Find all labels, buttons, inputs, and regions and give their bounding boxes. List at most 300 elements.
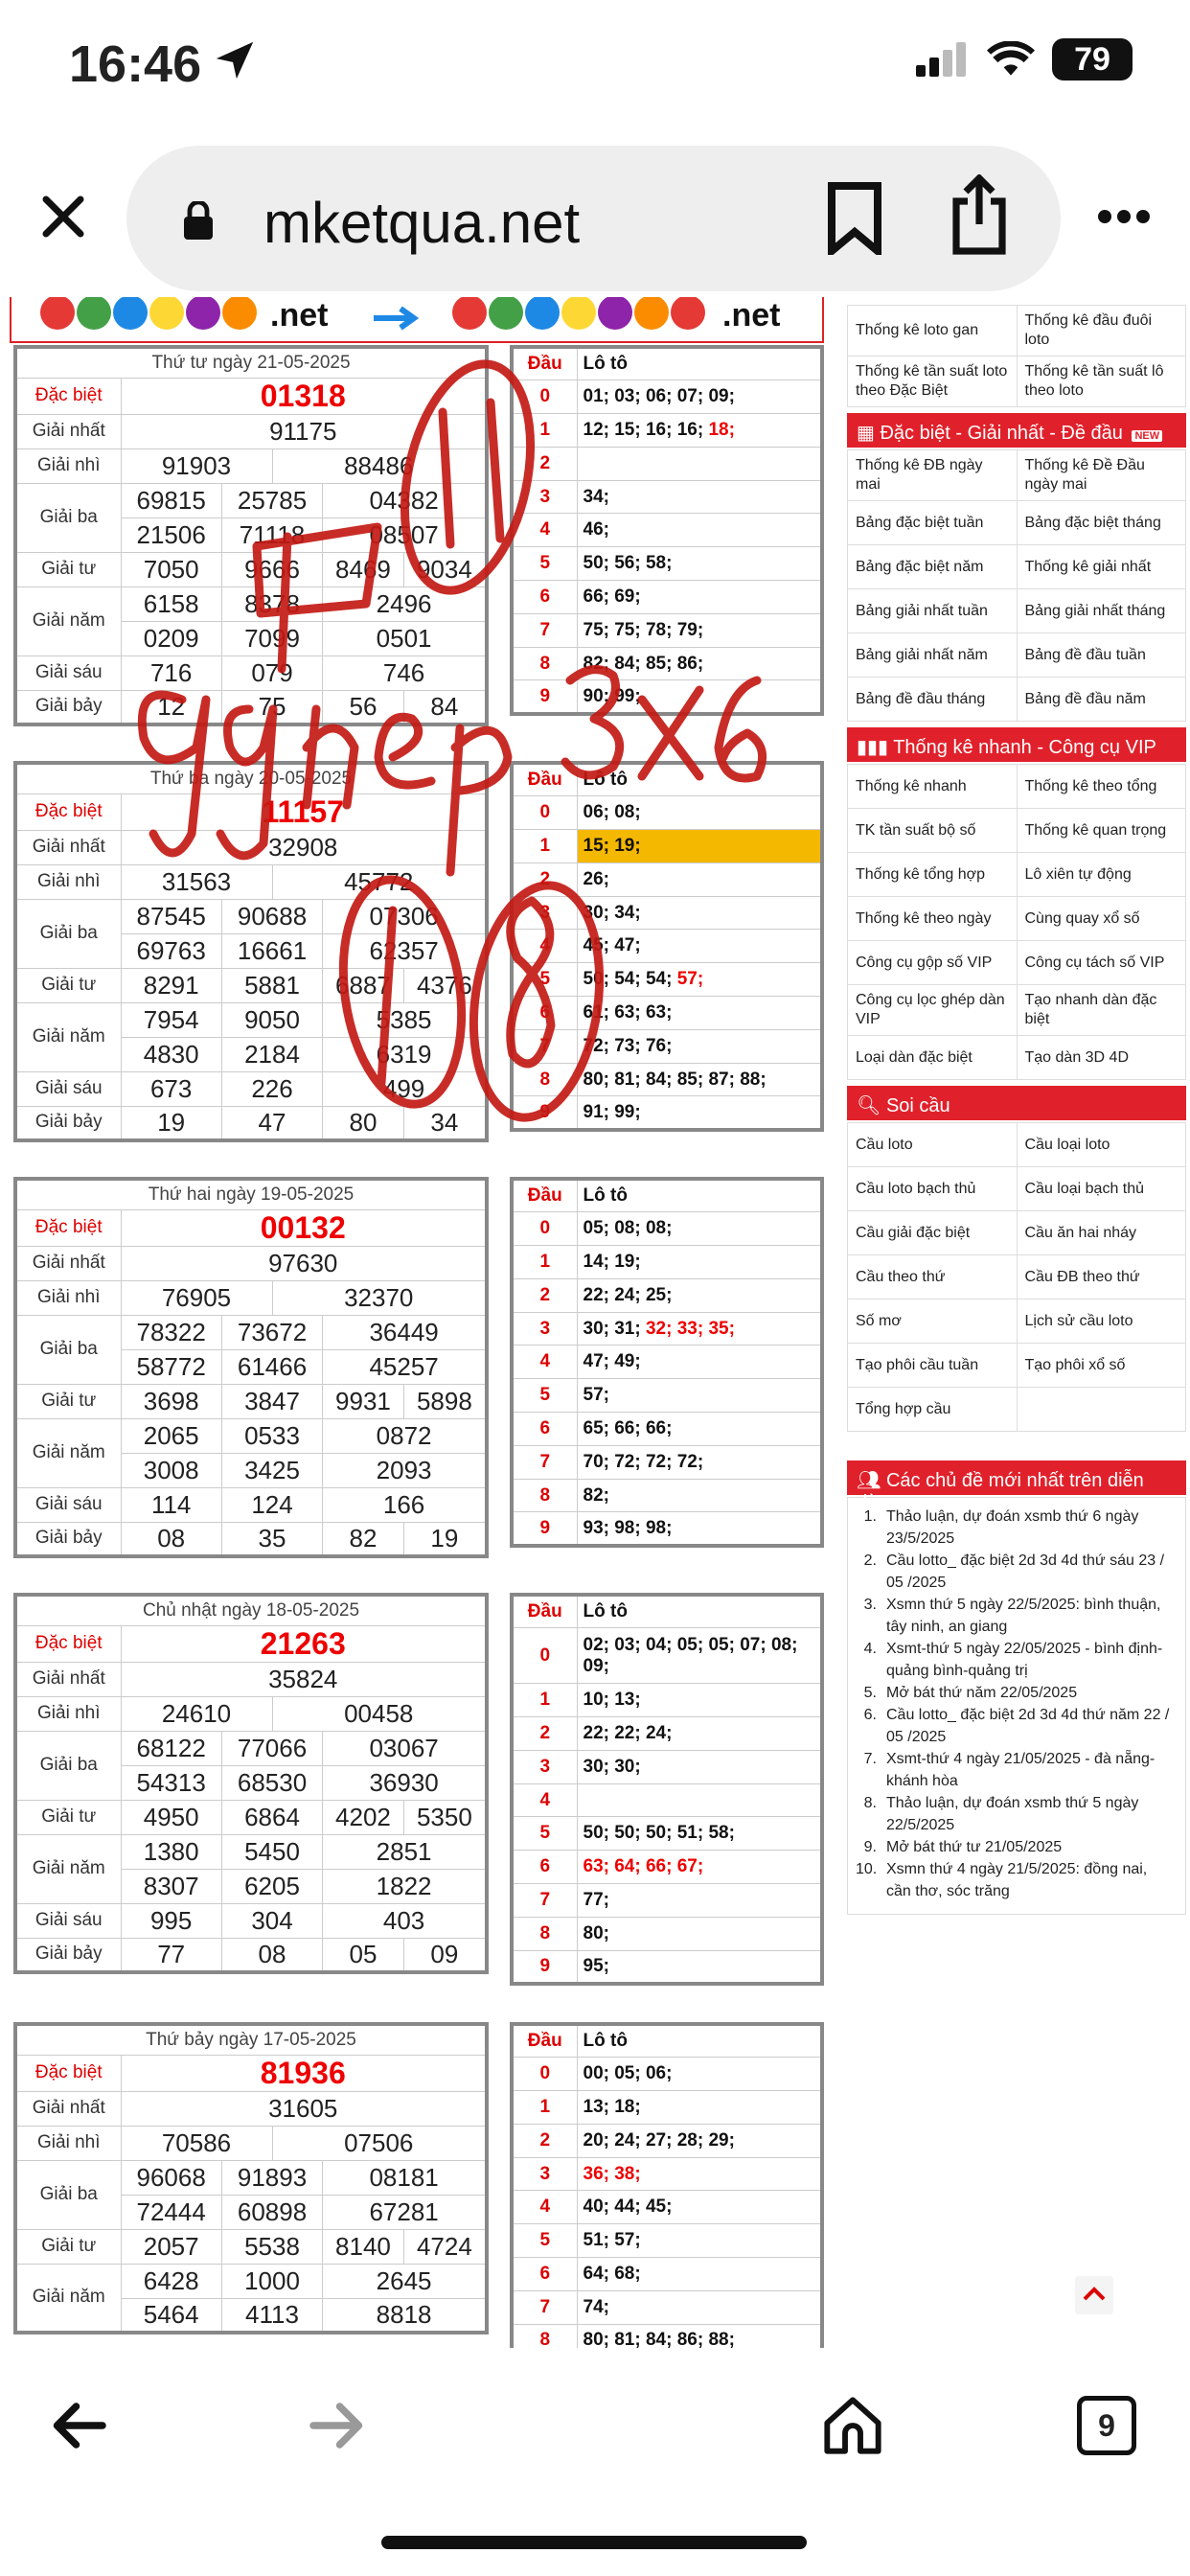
forum-number: 3. xyxy=(863,1597,877,1613)
site-banner[interactable] xyxy=(10,297,824,343)
loto-head-digit: 2 xyxy=(512,1278,577,1312)
loto-head-digit: 8 xyxy=(512,1479,577,1512)
sidebar-link[interactable]: Tổng hợp cầu xyxy=(848,1388,1018,1432)
forum-list xyxy=(847,1497,1186,1915)
sidebar-link[interactable]: Cầu giải đặc biệt xyxy=(848,1211,1018,1255)
forum-item[interactable] xyxy=(856,1704,1176,1748)
second-prize: 76905 xyxy=(121,1280,272,1315)
label-fourth: Giải tư xyxy=(15,2229,121,2264)
status-bar xyxy=(0,0,1190,134)
third-prize: 60898 xyxy=(221,2195,322,2229)
sidebar-link[interactable]: Thống kê Đề Đầu ngày mai xyxy=(1017,450,1186,501)
forum-link[interactable]: Cầu lotto_ đặc biệt 2d 3d 4d thứ sáu 23 / 05 /2025 xyxy=(886,1552,1165,1591)
forum-number: 6. xyxy=(863,1707,877,1723)
loto-head-digit: 2 xyxy=(512,447,577,480)
fifth-prize: 0209 xyxy=(121,621,221,656)
loto-head-digit: 8 xyxy=(512,2324,577,2348)
loto-head-digit: 3 xyxy=(512,2157,577,2191)
fifth-prize: 7099 xyxy=(221,621,322,656)
bookmark-icon[interactable] xyxy=(824,182,885,255)
loto-values xyxy=(577,680,822,714)
loto-head-digit: 5 xyxy=(512,2224,577,2258)
loto-head-digit: 0 xyxy=(512,1212,577,1246)
loto-normal: 75; 75; 78; 79; xyxy=(583,619,704,640)
loto-header-loto: Lô tô xyxy=(577,1179,822,1212)
loto-normal: 13; 18; xyxy=(583,2096,641,2117)
result-table xyxy=(13,1593,489,1974)
loto-values xyxy=(577,2324,822,2348)
sidebar-link[interactable]: Thống kê giải nhất xyxy=(1017,545,1186,589)
loto-header-loto: Lô tô xyxy=(577,1595,822,1628)
third-prize: 08181 xyxy=(323,2160,487,2195)
fifth-prize: 6158 xyxy=(121,586,221,621)
fifth-prize: 2093 xyxy=(323,1453,487,1487)
loto-values xyxy=(577,1445,822,1479)
loto-values xyxy=(577,1884,822,1918)
battery-level: 79 xyxy=(1074,40,1110,78)
fifth-prize: 1822 xyxy=(323,1869,487,1903)
battery-icon xyxy=(1052,38,1133,80)
label-third: Giải ba xyxy=(15,1731,121,1800)
loto-normal: 46; xyxy=(583,519,609,540)
more-icon[interactable] xyxy=(1097,209,1151,224)
loto-head-digit: 6 xyxy=(512,997,577,1030)
forum-link[interactable]: Mở bát thứ năm 22/05/2025 xyxy=(886,1685,1078,1701)
second-prize: 45772 xyxy=(272,864,487,899)
sidebar-link[interactable]: Tạo phôi cầu tuần xyxy=(848,1344,1018,1388)
forum-item[interactable] xyxy=(856,1836,1176,1858)
sidebar-link[interactable]: Thống kê nhanh xyxy=(848,765,1018,809)
result-date: Thứ ba ngày 20-05-2025 xyxy=(15,763,487,794)
sidebar-link[interactable]: Cùng quay xổ số xyxy=(1017,897,1186,941)
sidebar-link[interactable]: Bảng giải nhất năm xyxy=(848,633,1018,678)
loto-values xyxy=(577,1278,822,1312)
loto-head-digit: 6 xyxy=(512,1851,577,1884)
result-date: Thứ bảy ngày 17-05-2025 xyxy=(15,2024,487,2055)
loto-head-digit: 1 xyxy=(512,2091,577,2125)
loto-normal: 50; 50; 50; 51; 58; xyxy=(583,1823,735,1844)
sidebar-link[interactable]: Thống kê đầu đuôi loto xyxy=(1017,306,1186,356)
first-prize: 31605 xyxy=(121,2091,487,2126)
second-prize: 91903 xyxy=(121,448,272,483)
scroll-top-button[interactable] xyxy=(1075,2276,1113,2314)
label-second: Giải nhì xyxy=(15,1696,121,1731)
sidebar-link[interactable]: Thống kê tần suất lô theo loto xyxy=(1017,356,1186,407)
sidebar-link[interactable]: Thống kê theo tổng xyxy=(1017,765,1186,809)
forum-item[interactable] xyxy=(856,1682,1176,1704)
result-table xyxy=(13,1177,489,1558)
sidebar-link[interactable]: Cầu loto bạch thủ xyxy=(848,1167,1018,1211)
forum-item[interactable] xyxy=(856,1858,1176,1902)
fourth-prize: 7050 xyxy=(121,552,221,586)
fourth-prize: 9666 xyxy=(221,552,322,586)
loto-values xyxy=(577,963,822,997)
fourth-prize: 4950 xyxy=(121,1800,221,1834)
location-arrow-icon xyxy=(213,38,257,82)
loto-values xyxy=(577,1684,822,1717)
label-fourth: Giải tư xyxy=(15,968,121,1002)
third-prize: 67281 xyxy=(323,2195,487,2229)
home-indicator xyxy=(381,2536,807,2549)
loto-head-digit: 7 xyxy=(512,1884,577,1918)
third-prize: 72444 xyxy=(121,2195,221,2229)
sidebar-link[interactable]: Bảng đề đầu năm xyxy=(1017,678,1186,722)
forum-link[interactable]: Thảo luận, dự đoán xsmb thứ 5 ngày 22/5/2025 xyxy=(886,1795,1139,1833)
seventh-prize: 77 xyxy=(121,1938,221,1972)
section-title: Các chủ đề mới nhất trên diễn đàn xyxy=(857,1470,1144,1513)
section-title: Đặc biệt - Giải nhất - Đề đầu xyxy=(880,423,1123,444)
loto-normal: 47; 49; xyxy=(583,1351,641,1372)
sixth-prize: 124 xyxy=(221,1487,322,1522)
second-prize: 07506 xyxy=(272,2126,487,2160)
sidebar-soicau-table xyxy=(847,1122,1186,1432)
label-fourth: Giải tư xyxy=(15,552,121,586)
loto-normal: 90; 99; xyxy=(583,685,641,706)
seventh-prize: 05 xyxy=(323,1938,404,1972)
loto-header-dau: Đầu xyxy=(512,763,577,796)
fifth-prize: 3425 xyxy=(221,1453,322,1487)
sidebar-link[interactable]: Bảng đặc biệt năm xyxy=(848,545,1018,589)
web-content xyxy=(0,297,1190,2348)
loto-values xyxy=(577,1063,822,1096)
forward-icon[interactable] xyxy=(309,2402,366,2450)
loto-normal: 30; 30; xyxy=(583,1756,641,1777)
fifth-prize: 1380 xyxy=(121,1834,221,1869)
third-prize: 16661 xyxy=(221,933,322,968)
loto-values xyxy=(577,547,822,581)
loto-values xyxy=(577,2290,822,2324)
label-seventh: Giải bảy xyxy=(15,1938,121,1972)
section-header-special xyxy=(847,413,1186,448)
fourth-prize: 5538 xyxy=(221,2229,322,2264)
loto-normal: 65; 66; 66; xyxy=(583,1417,673,1438)
forum-number: 4. xyxy=(863,1641,877,1657)
sidebar-link[interactable]: Thống kê tổng hợp xyxy=(848,853,1018,897)
loto-highlight: 18; xyxy=(708,419,735,440)
loto-head-digit: 8 xyxy=(512,647,577,680)
close-icon[interactable] xyxy=(40,194,86,240)
loto-header-dau: Đầu xyxy=(512,1179,577,1212)
sixth-prize: 114 xyxy=(121,1487,221,1522)
section-header-forum xyxy=(847,1460,1186,1513)
sixth-prize: 166 xyxy=(323,1487,487,1522)
loto-normal: 20; 24; 27; 28; 29; xyxy=(583,2129,735,2150)
loto-values xyxy=(577,830,822,863)
forum-link[interactable]: Xsmt-thứ 5 ngày 22/05/2025 - bình định-quảng bình-quảng trị xyxy=(886,1641,1163,1679)
seventh-prize: 84 xyxy=(403,690,487,724)
fifth-prize: 6205 xyxy=(221,1869,322,1903)
fifth-prize: 0533 xyxy=(221,1418,322,1453)
forum-number: 1. xyxy=(863,1508,877,1525)
loto-values xyxy=(577,1512,822,1546)
loto-head-digit: 9 xyxy=(512,1950,577,1984)
sidebar-link[interactable]: Lịch sử cầu loto xyxy=(1017,1300,1186,1344)
forum-link[interactable]: Xsmt-thứ 4 ngày 21/05/2025 - đà nẵng-khánh hòa xyxy=(886,1751,1156,1789)
label-fourth: Giải tư xyxy=(15,1800,121,1834)
special-prize: 11157 xyxy=(121,794,487,830)
seventh-prize: 08 xyxy=(221,1938,322,1972)
label-sixth: Giải sáu xyxy=(15,656,121,690)
loto-values xyxy=(577,1246,822,1279)
grid-icon: ▦ xyxy=(857,423,881,444)
fifth-prize: 2065 xyxy=(121,1418,221,1453)
sidebar-link[interactable]: Bảng đề đầu tuần xyxy=(1017,633,1186,678)
forum-item[interactable] xyxy=(856,1506,1176,1550)
fourth-prize: 8140 xyxy=(323,2229,404,2264)
search-icon: 🔍︎ xyxy=(857,1095,886,1116)
loto-normal: 82; 84; 85; 86; xyxy=(583,653,704,674)
first-prize: 32908 xyxy=(121,830,487,864)
label-special: Đặc biệt xyxy=(15,794,121,830)
fourth-prize: 6864 xyxy=(221,1800,322,1834)
fourth-prize: 6887 xyxy=(323,968,404,1002)
fourth-prize: 9034 xyxy=(403,552,487,586)
url-text[interactable]: mketqua.net xyxy=(263,191,581,255)
loto-highlight: 57; xyxy=(676,969,704,990)
loto-normal: 02; 03; 04; 05; 05; 07; 08; 09; xyxy=(583,1634,798,1676)
fourth-prize: 9931 xyxy=(323,1384,404,1418)
sidebar-link[interactable] xyxy=(1017,1388,1186,1432)
loto-head-digit: 0 xyxy=(512,380,577,414)
loto-table xyxy=(510,345,824,716)
fifth-prize: 0501 xyxy=(323,621,487,656)
sidebar-link[interactable]: Tạo phôi xổ số xyxy=(1017,1344,1186,1388)
sidebar-link[interactable]: Cầu ăn hai nháy xyxy=(1017,1211,1186,1255)
label-fifth: Giải năm xyxy=(15,1002,121,1071)
loto-values xyxy=(577,2124,822,2157)
loto-head-digit: 1 xyxy=(512,414,577,448)
sidebar-link[interactable]: Cầu loto xyxy=(848,1123,1018,1167)
loto-head-digit: 3 xyxy=(512,480,577,514)
loto-normal: 80; xyxy=(583,1922,609,1944)
fifth-prize: 2496 xyxy=(323,586,487,621)
forum-link[interactable]: Thảo luận, dự đoán xsmb thứ 6 ngày 23/5/2025 xyxy=(886,1508,1139,1547)
loto-head-digit: 2 xyxy=(512,862,577,896)
loto-normal: 22; 22; 24; xyxy=(583,1722,673,1743)
loto-head-digit: 9 xyxy=(512,680,577,714)
loto-head-digit: 2 xyxy=(512,2124,577,2157)
loto-header-dau: Đầu xyxy=(512,2024,577,2058)
sidebar-link[interactable]: Công cụ lọc ghép dàn VIP xyxy=(848,985,1018,1036)
scroll-top-icon xyxy=(1075,2276,1113,2314)
label-second: Giải nhì xyxy=(15,2126,121,2160)
fourth-prize: 4202 xyxy=(323,1800,404,1834)
label-second: Giải nhì xyxy=(15,1280,121,1315)
loto-table xyxy=(510,1593,824,1986)
first-prize: 35824 xyxy=(121,1662,487,1696)
seventh-prize: 47 xyxy=(221,1106,322,1140)
third-prize: 45257 xyxy=(323,1349,487,1384)
loto-head-digit: 6 xyxy=(512,2258,577,2291)
sidebar-link[interactable]: Thống kê tần suất loto theo Đặc Biệt xyxy=(848,356,1018,407)
sidebar-link[interactable]: Cầu loại loto xyxy=(1017,1123,1186,1167)
forum-item[interactable] xyxy=(856,1748,1176,1792)
loto-normal: 51; 57; xyxy=(583,2230,641,2251)
loto-values xyxy=(577,1096,822,1130)
forum-number: 5. xyxy=(863,1685,877,1701)
sidebar-link[interactable]: Bảng đặc biệt tháng xyxy=(1017,501,1186,545)
loto-head-digit: 0 xyxy=(512,1628,577,1684)
sidebar-link[interactable]: Cầu ĐB theo thứ xyxy=(1017,1255,1186,1300)
seventh-prize: 09 xyxy=(403,1938,487,1972)
fifth-prize: 0872 xyxy=(323,1418,487,1453)
label-first: Giải nhất xyxy=(15,414,121,448)
sidebar-link[interactable]: Bảng giải nhất tháng xyxy=(1017,589,1186,633)
label-first: Giải nhất xyxy=(15,830,121,864)
tabs-button[interactable] xyxy=(1077,2396,1136,2455)
forum-link[interactable]: Mở bát thứ tư 21/05/2025 xyxy=(886,1839,1063,1855)
loto-normal: 80; 81; 84; 85; 87; 88; xyxy=(583,1069,767,1090)
fifth-prize: 5464 xyxy=(121,2298,221,2333)
share-icon[interactable] xyxy=(949,174,1010,255)
sidebar-link[interactable]: Thống kê ĐB ngày mai xyxy=(848,450,1018,501)
loto-values xyxy=(577,1413,822,1446)
seventh-prize: 82 xyxy=(323,1522,404,1556)
forum-item[interactable] xyxy=(856,1792,1176,1836)
loto-values xyxy=(577,997,822,1030)
loto-normal: 80; 81; 84; 86; 88; xyxy=(583,2329,735,2348)
loto-table xyxy=(510,2022,824,2348)
fifth-prize: 5385 xyxy=(323,1002,487,1037)
sidebar-link[interactable]: Cầu loại bạch thủ xyxy=(1017,1167,1186,1211)
sidebar-link[interactable]: Bảng đặc biệt tuần xyxy=(848,501,1018,545)
loto-normal: 30; 31; xyxy=(583,1318,646,1339)
label-seventh: Giải bảy xyxy=(15,1522,121,1556)
browser-toolbar xyxy=(0,134,1190,297)
sidebar-link[interactable]: Thống kê quan trọng xyxy=(1017,809,1186,853)
banner-left-suffix: .net xyxy=(270,297,329,334)
second-prize: 00458 xyxy=(272,1696,487,1731)
sidebar-link[interactable]: Tạo dàn 3D 4D xyxy=(1017,1036,1186,1080)
sidebar-link[interactable]: Bảng đề đầu tháng xyxy=(848,678,1018,722)
sixth-prize: 716 xyxy=(121,656,221,690)
sixth-prize: 304 xyxy=(221,1903,322,1938)
loto-head-digit: 0 xyxy=(512,2058,577,2091)
back-icon[interactable] xyxy=(50,2402,107,2450)
section-header-soicau xyxy=(847,1086,1186,1120)
fourth-prize: 4724 xyxy=(403,2229,487,2264)
second-prize: 88486 xyxy=(272,448,487,483)
sixth-prize: 995 xyxy=(121,1903,221,1938)
sidebar-link[interactable]: Công cụ tách số VIP xyxy=(1017,941,1186,985)
new-badge: NEW xyxy=(1132,430,1162,442)
forum-item[interactable] xyxy=(856,1638,1176,1682)
label-special: Đặc biệt xyxy=(15,1625,121,1662)
forum-link[interactable]: Xsmn thứ 4 ngày 21/5/2025: đồng nai, cần thơ, sóc trăng xyxy=(886,1861,1148,1899)
loto-values xyxy=(577,2157,822,2191)
forum-item[interactable] xyxy=(856,1550,1176,1594)
loto-header-dau: Đầu xyxy=(512,347,577,380)
special-prize: 81936 xyxy=(121,2055,487,2091)
loto-normal: 40; 44; 45; xyxy=(583,2196,673,2218)
bar-chart-icon: ▮▮▮ xyxy=(857,737,894,758)
sidebar-link[interactable]: TK tần suất bộ số xyxy=(848,809,1018,853)
label-seventh: Giải bảy xyxy=(15,1106,121,1140)
result-table xyxy=(13,345,489,726)
section-header-vip xyxy=(847,727,1186,762)
third-prize: 91893 xyxy=(221,2160,322,2195)
forum-item[interactable] xyxy=(856,1594,1176,1638)
sidebar-link[interactable]: Loại dàn đặc biệt xyxy=(848,1036,1018,1080)
loto-head-digit: 4 xyxy=(512,514,577,547)
seventh-prize: 19 xyxy=(121,1106,221,1140)
sidebar-link[interactable]: Thống kê loto gan xyxy=(848,306,1018,356)
sidebar-link[interactable]: Lô xiên tự động xyxy=(1017,853,1186,897)
loto-values xyxy=(577,581,822,614)
forum-link[interactable]: Xsmn thứ 5 ngày 22/5/2025: bình thuận, tây ninh, an giang xyxy=(886,1597,1161,1635)
loto-normal: 66; 69; xyxy=(583,586,641,607)
sidebar-link[interactable]: Số mơ xyxy=(848,1300,1018,1344)
fourth-prize: 8291 xyxy=(121,968,221,1002)
forum-link[interactable]: Cầu lotto_ đặc biệt 2d 3d 4d thứ năm 22 / 05 /2025 xyxy=(886,1707,1170,1745)
sidebar-link[interactable]: Thống kê theo ngày xyxy=(848,897,1018,941)
third-prize: 03067 xyxy=(323,1731,487,1765)
loto-values xyxy=(577,514,822,547)
fourth-prize: 4376 xyxy=(403,968,487,1002)
label-fifth: Giải năm xyxy=(15,1834,121,1903)
loto-head-digit: 2 xyxy=(512,1717,577,1751)
loto-head-digit: 5 xyxy=(512,1817,577,1851)
loto-values xyxy=(577,1312,822,1346)
sixth-prize: 403 xyxy=(323,1903,487,1938)
loto-head-digit: 7 xyxy=(512,1029,577,1063)
third-prize: 54313 xyxy=(121,1765,221,1800)
third-prize: 68122 xyxy=(121,1731,221,1765)
sidebar-link[interactable]: Bảng giải nhất tuần xyxy=(848,589,1018,633)
seventh-prize: 12 xyxy=(121,690,221,724)
third-prize: 04382 xyxy=(323,483,487,518)
third-prize: 58772 xyxy=(121,1349,221,1384)
second-prize: 31563 xyxy=(121,864,272,899)
loto-head-digit: 9 xyxy=(512,1512,577,1546)
third-prize: 73672 xyxy=(221,1315,322,1349)
loto-head-digit: 4 xyxy=(512,2191,577,2224)
third-prize: 21506 xyxy=(121,518,221,552)
home-icon[interactable] xyxy=(822,2394,883,2457)
special-prize: 21263 xyxy=(121,1625,487,1662)
loto-head-digit: 0 xyxy=(512,796,577,830)
loto-values xyxy=(577,1783,822,1817)
sidebar-link[interactable]: Tạo nhanh dàn đặc biệt xyxy=(1017,985,1186,1036)
loto-head-digit: 3 xyxy=(512,896,577,930)
third-prize: 87545 xyxy=(121,899,221,933)
sidebar-link[interactable]: Cầu theo thứ xyxy=(848,1255,1018,1300)
loto-table xyxy=(510,1177,824,1548)
tabs-icon: 9 xyxy=(1098,2407,1115,2443)
third-prize: 69763 xyxy=(121,933,221,968)
loto-normal: 93; 98; 98; xyxy=(583,1517,673,1538)
sixth-prize: 499 xyxy=(323,1071,487,1106)
loto-head-digit: 7 xyxy=(512,613,577,647)
banner-logo xyxy=(11,297,824,343)
loto-head-digit: 5 xyxy=(512,963,577,997)
fifth-prize: 8818 xyxy=(323,2298,487,2333)
loto-normal: 61; 63; 63; xyxy=(583,1001,673,1023)
sidebar-link[interactable]: Công cụ gộp số VIP xyxy=(848,941,1018,985)
third-prize: 07306 xyxy=(323,899,487,933)
loto-head-digit: 4 xyxy=(512,1783,577,1817)
result-table xyxy=(13,761,489,1142)
label-third: Giải ba xyxy=(15,899,121,968)
seventh-prize: 19 xyxy=(403,1522,487,1556)
loto-values xyxy=(577,1346,822,1379)
loto-values xyxy=(577,1851,822,1884)
loto-head-digit: 5 xyxy=(512,1379,577,1413)
loto-normal: 12; 15; 16; 16; xyxy=(583,419,709,440)
loto-head-digit: 4 xyxy=(512,930,577,963)
fifth-prize: 5450 xyxy=(221,1834,322,1869)
loto-values xyxy=(577,380,822,414)
